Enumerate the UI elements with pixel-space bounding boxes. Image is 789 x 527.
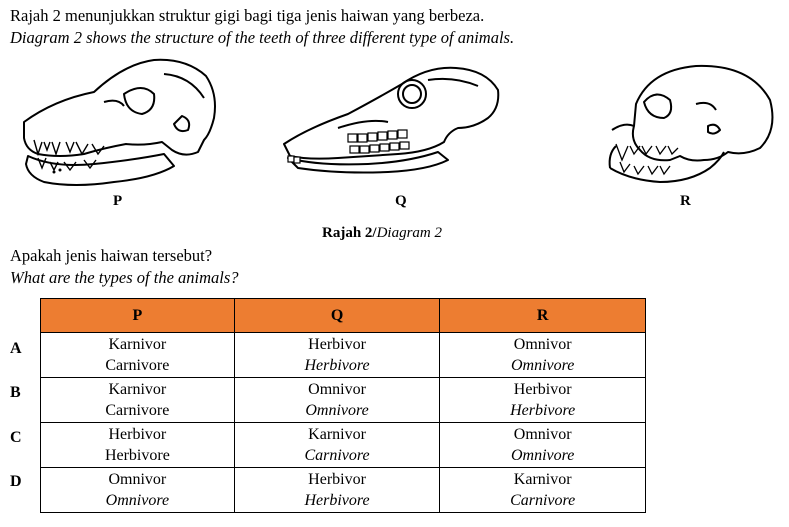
intro-english: Diagram 2 shows the structure of the teeth of three different type of animals.	[10, 28, 515, 47]
ape-skull-icon	[600, 60, 778, 192]
table-row	[41, 468, 646, 513]
table-cell: Omnivor Omnivore	[440, 333, 646, 378]
header-p: P	[41, 299, 235, 333]
header-r: R	[440, 299, 646, 333]
question-english: What are the types of the animals?	[10, 268, 239, 287]
skull-label-q: Q	[395, 193, 407, 209]
table-cell: Karnivor Carnivore	[41, 378, 235, 423]
option-c[interactable]: C	[10, 429, 22, 446]
table-row	[41, 423, 646, 468]
table-cell: Herbivor Herbivore	[234, 468, 440, 513]
intro-malay: Rajah 2 menunjukkan struktur gigi bagi tiga jenis haiwan yang berbeza.	[10, 6, 485, 25]
dog-skull-icon	[14, 54, 224, 192]
table-header-row	[41, 299, 646, 333]
option-d[interactable]: D	[10, 473, 22, 490]
horse-skull-icon	[278, 62, 504, 174]
table-cell: Herbivor Herbivore	[41, 423, 235, 468]
table-cell: Herbivor Herbivore	[440, 378, 646, 423]
table-cell: Omnivor Omnivore	[41, 468, 235, 513]
question-malay: Apakah jenis haiwan tersebut?	[10, 246, 213, 265]
table-cell: Karnivor Carnivore	[440, 468, 646, 513]
header-q: Q	[234, 299, 440, 333]
skull-label-r: R	[680, 193, 691, 209]
answer-table	[40, 298, 646, 513]
table-row	[41, 378, 646, 423]
diagram-caption: Rajah 2/Diagram 2	[322, 225, 443, 241]
table-cell: Karnivor Carnivore	[234, 423, 440, 468]
option-b[interactable]: B	[10, 384, 21, 401]
skull-label-p: P	[113, 193, 123, 209]
option-a[interactable]: A	[10, 340, 22, 357]
table-row	[41, 333, 646, 378]
table-cell: Omnivor Omnivore	[234, 378, 440, 423]
table-cell: Herbivor Herbivore	[234, 333, 440, 378]
table-cell: Karnivor Carnivore	[41, 333, 235, 378]
table-cell: Omnivor Omnivore	[440, 423, 646, 468]
